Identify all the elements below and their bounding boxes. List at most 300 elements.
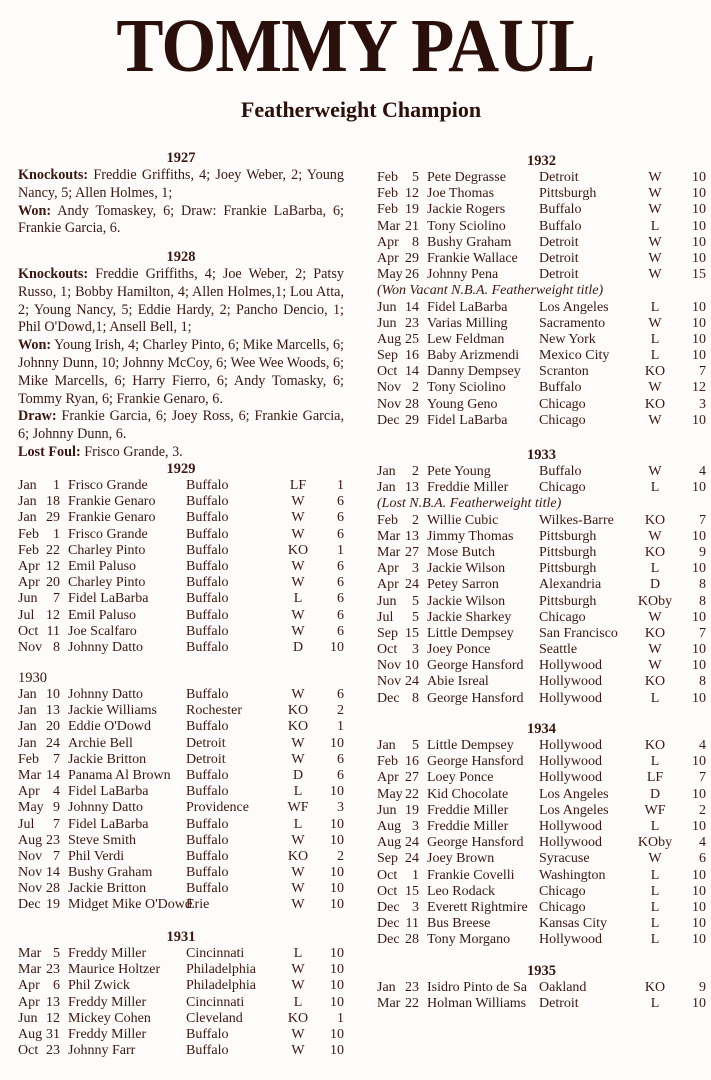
opponent: Petey Sarron [427, 577, 499, 593]
bout-row [18, 527, 344, 543]
rounds: 7 [699, 364, 706, 380]
location: Cleveland [186, 1010, 243, 1026]
opponent: Abie Isreal [427, 674, 489, 690]
rounds: 6 [337, 591, 344, 607]
bout-row [377, 900, 706, 916]
location: Detroit [539, 267, 579, 283]
rounds: 9 [699, 544, 706, 560]
location: New York [539, 331, 596, 347]
location: Buffalo [539, 464, 582, 479]
rounds: 6 [337, 751, 344, 767]
rounds: 10 [330, 865, 344, 881]
rounds: 10 [330, 881, 344, 897]
result: KO [644, 396, 666, 412]
bout-month: Feb [18, 751, 39, 767]
bout-month: Jun [18, 1010, 38, 1026]
rounds: 10 [692, 932, 706, 948]
bout-row [377, 413, 706, 429]
bout-row [377, 819, 706, 835]
opponent: Freddy Miller [68, 1026, 147, 1042]
rounds: 10 [692, 754, 706, 770]
record-label: Knockouts: [18, 266, 89, 282]
bout-day: 13 [405, 528, 419, 544]
opponent: Fidel LaBarba [68, 784, 149, 800]
bout-month: Jan [18, 494, 37, 510]
bout-row [18, 833, 344, 849]
bout-month: Mar [18, 962, 42, 978]
bout-row [377, 658, 706, 674]
rounds: 10 [692, 867, 706, 883]
bout-month: Feb [377, 512, 398, 528]
result: L [650, 561, 660, 577]
bout-day: 12 [405, 186, 419, 202]
result: KO [287, 719, 309, 735]
bout-month: Jun [18, 591, 38, 607]
opponent: Fidel LaBarba [68, 591, 149, 607]
location: Oakland [539, 980, 587, 995]
title-note: (Won Vacant N.B.A. Featherweight title) [377, 283, 604, 299]
rounds: 10 [692, 528, 706, 544]
bout-month: Jan [18, 687, 37, 702]
result: D [649, 786, 661, 802]
location: Detroit [539, 996, 579, 1012]
opponent: Frankie Covelli [427, 867, 515, 883]
opponent: Frankie Genaro [68, 510, 156, 526]
rounds: 6 [337, 767, 344, 783]
bout-day: 1 [53, 478, 60, 493]
bout-month: Apr [377, 561, 399, 577]
result: L [650, 996, 660, 1012]
bout-month: Feb [18, 542, 39, 558]
result: W [291, 623, 305, 639]
location: Hollywood [539, 690, 602, 706]
bout-month: Oct [377, 883, 398, 899]
bout-day: 13 [405, 480, 419, 496]
rounds: 6 [337, 510, 344, 526]
result: L [650, 480, 660, 496]
bout-day: 20 [46, 719, 60, 735]
bout-month: Aug [377, 818, 402, 834]
opponent: Joey Brown [427, 851, 495, 867]
bout-month: Jun [377, 299, 397, 315]
rounds: 8 [699, 577, 706, 593]
bout-row [377, 770, 706, 786]
result: W [648, 412, 662, 428]
result: L [293, 946, 303, 961]
bout-row [18, 640, 344, 656]
location: Buffalo [186, 881, 229, 897]
result: W [648, 170, 662, 185]
opponent: Eddie O'Dowd [68, 719, 152, 735]
bout-day: 5 [412, 609, 419, 625]
rounds: 2 [699, 802, 706, 818]
bout-day: 1 [412, 867, 419, 883]
location: Syracuse [539, 851, 590, 867]
rounds: 3 [337, 800, 344, 816]
bout-day: 26 [405, 267, 419, 283]
result: W [648, 658, 662, 674]
rounds: 1 [337, 719, 344, 735]
bout-month: Aug [18, 1026, 43, 1042]
bout-day: 29 [46, 510, 60, 526]
opponent: Steve Smith [68, 832, 137, 848]
bout-row [377, 170, 706, 186]
bout-month: Apr [18, 575, 40, 591]
bout-day: 29 [405, 412, 419, 428]
bout-row [18, 865, 344, 881]
opponent: Emil Paluso [68, 607, 137, 623]
opponent: Jackie Wilson [427, 593, 506, 609]
opponent: Little Dempsey [427, 625, 514, 641]
location: Chicago [539, 883, 586, 899]
bout-day: 23 [405, 315, 419, 331]
location: Pittsburgh [539, 528, 597, 544]
bout-row [377, 380, 706, 396]
result: W [648, 315, 662, 331]
opponent: Bus Breese [427, 916, 491, 932]
bout-day: 2 [412, 464, 419, 479]
opponent: Pete Young [427, 464, 491, 479]
bout-month: Jan [377, 980, 396, 995]
bout-row [377, 835, 706, 851]
location: Los Angeles [539, 802, 609, 818]
bout-row [18, 946, 344, 962]
bout-row [18, 800, 344, 816]
rounds: 8 [699, 674, 706, 690]
bout-row [377, 202, 706, 218]
bout-month: Jun [377, 593, 397, 609]
bout-day: 6 [53, 978, 60, 994]
bout-month: Mar [377, 544, 401, 560]
result: L [650, 299, 660, 315]
location: Detroit [539, 170, 579, 185]
rounds: 10 [330, 978, 344, 994]
bout-day: 12 [46, 558, 60, 574]
bout-row [18, 1011, 344, 1027]
bout-month: Jan [18, 510, 37, 526]
bout-month: Aug [377, 331, 402, 347]
opponent: Jackie Britton [68, 751, 147, 767]
location: Buffalo [186, 832, 229, 848]
result: W [291, 575, 305, 591]
rounds: 10 [692, 299, 706, 315]
bout-day: 3 [412, 561, 419, 577]
opponent: Holman Williams [427, 996, 527, 1012]
bout-month: Apr [377, 234, 399, 250]
opponent: Freddie Miller [427, 480, 509, 496]
bout-month: Oct [377, 867, 398, 883]
bout-row [18, 752, 344, 768]
bout-row [377, 626, 706, 642]
year-heading: 1928 [166, 249, 196, 265]
bout-row [377, 545, 706, 561]
rounds: 10 [692, 186, 706, 202]
rounds: 2 [337, 703, 344, 719]
bout-row [18, 559, 344, 575]
bout-day: 10 [405, 658, 419, 674]
bout-row [18, 575, 344, 591]
location: Chicago [539, 609, 586, 625]
bout-row [377, 464, 706, 480]
bout-row [377, 513, 706, 529]
rounds: 10 [692, 202, 706, 218]
bout-month: Nov [377, 658, 402, 674]
rounds: 12 [692, 380, 706, 396]
bout-row [377, 642, 706, 658]
opponent: Isidro Pinto de Sa [427, 980, 527, 995]
opponent: George Hansford [427, 754, 524, 770]
record-label: Draw: [18, 408, 57, 425]
opponent: Joe Thomas [427, 186, 495, 202]
opponent: Johnny Datto [68, 639, 144, 655]
rounds: 4 [699, 835, 706, 851]
bout-row [377, 691, 706, 707]
bout-row [377, 529, 706, 545]
opponent: Young Geno [427, 396, 498, 412]
result: W [648, 267, 662, 283]
bout-row [18, 543, 344, 559]
result: W [291, 881, 305, 897]
result: W [291, 607, 305, 623]
result: W [648, 234, 662, 250]
result: KO [287, 1010, 309, 1026]
rounds: 7 [699, 512, 706, 528]
result: D [649, 577, 661, 593]
result: W [291, 978, 305, 994]
bout-day: 29 [405, 250, 419, 266]
location: Alexandria [539, 577, 602, 593]
rounds: 1 [337, 542, 344, 558]
opponent: Bushy Graham [427, 234, 512, 250]
opponent: Tony Morgano [427, 932, 511, 948]
bout-day: 5 [412, 170, 419, 185]
bout-day: 16 [405, 754, 419, 770]
location: Rochester [186, 703, 242, 719]
bout-day: 24 [405, 851, 419, 867]
bout-day: 7 [53, 591, 60, 607]
bout-day: 19 [46, 897, 60, 913]
bout-day: 7 [53, 816, 60, 832]
bout-day: 3 [412, 818, 419, 834]
bout-day: 15 [405, 625, 419, 641]
result: L [650, 690, 660, 706]
location: Buffalo [539, 202, 582, 218]
result: W [291, 962, 305, 978]
bout-row [18, 591, 344, 607]
opponent: Frankie Wallace [427, 250, 518, 266]
location: Buffalo [186, 607, 229, 623]
bout-row [377, 884, 706, 900]
result: W [648, 380, 662, 396]
bout-month: Dec [18, 897, 41, 913]
result: L [650, 883, 660, 899]
bout-row [377, 300, 706, 316]
bout-month: Jan [18, 719, 37, 735]
year-heading: 1935 [527, 963, 556, 979]
bout-month: Feb [377, 202, 398, 218]
rounds: 10 [692, 642, 706, 658]
rounds: 10 [692, 218, 706, 234]
bout-day: 10 [46, 687, 60, 702]
bout-month: Sep [377, 348, 398, 364]
bout-day: 13 [46, 994, 60, 1010]
bout-row [18, 849, 344, 865]
bout-row [377, 235, 706, 251]
bout-row [377, 674, 706, 690]
result: W [648, 609, 662, 625]
bout-month: Aug [18, 832, 43, 848]
rounds: 10 [692, 315, 706, 331]
opponent: Phil Zwick [68, 978, 130, 994]
result: W [291, 687, 305, 702]
bout-month: Dec [377, 412, 400, 428]
opponent: Jackie Rogers [427, 202, 506, 218]
bout-row [377, 738, 706, 754]
record-paragraph [18, 444, 344, 462]
rounds: 9 [699, 980, 706, 995]
opponent: Midget Mike O'Dowd [68, 897, 192, 913]
bout-row [377, 251, 706, 267]
bout-row [377, 868, 706, 884]
year-section-1928 [18, 249, 344, 462]
rounds: 2 [337, 848, 344, 864]
bout-day: 24 [46, 735, 60, 751]
record-text: Andy Tomaskey, 6; Draw: Frankie LaBarba, 6; Frankie Garcia, 6. [18, 202, 344, 237]
bout-row [18, 817, 344, 833]
bout-day: 7 [53, 848, 60, 864]
bout-month: Nov [377, 674, 402, 690]
location: Hollywood [539, 674, 602, 690]
bout-day: 22 [405, 786, 419, 802]
bout-day: 23 [46, 1043, 60, 1059]
bout-day: 2 [412, 380, 419, 396]
bout-day: 19 [405, 202, 419, 218]
bout-row [377, 364, 706, 380]
record-text: Freddie Griffiths, 4; Joe Weber, 2; Patsy Russo, 1; Bobby Hamilton, 4; Allen Holmes,1; Lou Atta, 2; Young Nancy, 5; Eddie Hardy, 2; Pancho Dencio, 1; Phil O'Dowd,1; Ansell Bell, 1; [18, 266, 344, 336]
location: Sacramento [539, 315, 606, 331]
opponent: George Hansford [427, 690, 524, 706]
bout-day: 5 [412, 738, 419, 753]
opponent: Charley Pinto [68, 575, 146, 591]
bout-row [377, 397, 706, 413]
bout-row [18, 768, 344, 784]
rounds: 10 [330, 816, 344, 832]
bout-day: 12 [46, 607, 60, 623]
rounds: 10 [692, 786, 706, 802]
bout-day: 4 [53, 784, 60, 800]
year-section-1929 [18, 461, 344, 656]
location: Detroit [186, 735, 226, 751]
location: Pittsburgh [539, 544, 597, 560]
result: W [291, 526, 305, 542]
bout-month: Dec [377, 690, 400, 706]
bout-row [377, 219, 706, 235]
result: KOby [637, 835, 673, 851]
opponent: Frisco Grande [68, 478, 148, 493]
bout-day: 11 [46, 623, 60, 639]
location: Erie [186, 897, 210, 913]
location: Philadelphia [186, 962, 256, 978]
location: Hollywood [539, 754, 602, 770]
bout-month: Oct [377, 642, 398, 658]
result: KO [644, 674, 666, 690]
location: Los Angeles [539, 299, 609, 315]
bout-month: Jan [377, 480, 396, 496]
location: Pittsburgh [539, 593, 597, 609]
location: Buffalo [186, 816, 229, 832]
result: W [291, 897, 305, 913]
bout-month: Jan [18, 478, 37, 493]
result: W [648, 250, 662, 266]
opponent: Fidel LaBarba [68, 816, 149, 832]
bout-row [18, 478, 344, 494]
result: WF [287, 800, 309, 816]
rounds: 6 [699, 851, 706, 867]
bout-day: 25 [405, 331, 419, 347]
bout-month: May [18, 800, 44, 816]
year-section-1933 [377, 447, 706, 707]
bout-month: Jun [377, 802, 397, 818]
opponent: Willie Cubic [427, 512, 499, 528]
record-label: Lost Foul: [18, 443, 81, 460]
location: Seattle [539, 642, 578, 658]
opponent: Bushy Graham [68, 865, 153, 881]
bout-row [377, 332, 706, 348]
location: Chicago [539, 480, 586, 496]
bout-day: 22 [46, 542, 60, 558]
year-section-1935 [377, 963, 706, 1012]
bout-row [377, 186, 706, 202]
opponent: George Hansford [427, 835, 524, 851]
rounds: 10 [692, 561, 706, 577]
bout-month: Dec [377, 916, 400, 932]
location: Cincinnati [186, 994, 245, 1010]
bout-month: May [377, 786, 403, 802]
location: Buffalo [186, 639, 229, 655]
location: Buffalo [186, 542, 229, 558]
rounds: 6 [337, 607, 344, 623]
rounds: 1 [337, 1010, 344, 1026]
bout-day: 14 [46, 865, 60, 881]
rounds: 10 [692, 170, 706, 185]
bout-row [18, 1043, 344, 1059]
bout-row [18, 978, 344, 994]
opponent: Joe Scalfaro [68, 623, 137, 639]
bout-month: Mar [377, 996, 401, 1012]
bout-month: Jun [377, 315, 397, 331]
bout-day: 23 [405, 980, 419, 995]
location: Buffalo [186, 719, 229, 735]
bout-row [18, 687, 344, 703]
bout-month: Apr [18, 784, 40, 800]
location: Buffalo [186, 526, 229, 542]
rounds: 10 [330, 1043, 344, 1059]
opponent: Leo Rodack [427, 883, 496, 899]
year-heading: 1931 [166, 929, 196, 945]
bout-day: 28 [405, 396, 419, 412]
location: Hollywood [539, 818, 602, 834]
bout-month: Apr [377, 250, 399, 266]
rounds: 10 [330, 994, 344, 1010]
rounds: 6 [337, 575, 344, 591]
location: Kansas City [539, 916, 608, 932]
location: Buffalo [186, 865, 229, 881]
bout-month: Mar [18, 767, 42, 783]
bout-month: Nov [377, 380, 402, 396]
result: WF [644, 802, 666, 818]
bout-row [18, 995, 344, 1011]
bout-month: Dec [377, 932, 400, 948]
